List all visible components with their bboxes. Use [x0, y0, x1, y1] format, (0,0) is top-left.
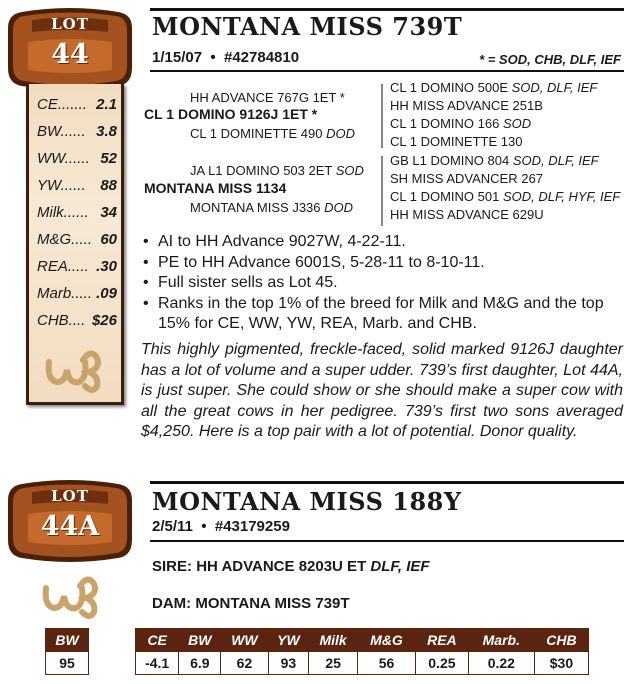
epd-value: 2.1: [96, 96, 117, 113]
epd-label: REA.....: [37, 258, 89, 275]
epd-label: M&G.....: [37, 231, 93, 248]
pedigree-bracket: [381, 84, 383, 148]
birth-date: 1/15/07: [152, 49, 203, 66]
epd-value: 0.25: [416, 652, 469, 675]
epd-header: WW: [221, 629, 268, 652]
epd-value-row: [136, 652, 589, 675]
lot-label: LOT: [51, 15, 89, 33]
great-grandparent: GB L1 DOMINO 804 SOD, DLF, IEF: [390, 153, 599, 168]
epd-label: CHB....: [37, 312, 86, 329]
birth-reg-line: [152, 49, 299, 66]
dam-dam: MONTANA MISS J336 DOD: [190, 200, 354, 215]
great-grandparent: CL 1 DOMINO 500E SOD, DLF, IEF: [390, 80, 598, 95]
epd-header: M&G: [357, 629, 415, 652]
epd-value: 52: [100, 150, 117, 167]
epd-label: Marb.....: [37, 285, 93, 302]
epd-header: REA: [416, 629, 469, 652]
great-grandparent: CL 1 DOMINO 501 SOD, DLF, HYF, IEF: [390, 189, 621, 204]
epd-value: $30: [534, 652, 588, 675]
dam-line: [152, 595, 350, 612]
birth-weight-table: [45, 628, 89, 675]
epd-value: 56: [357, 652, 415, 675]
bullet-item: • AI to HH Advance 9027W, 4-22-11.: [143, 232, 623, 253]
sire-dam: CL 1 DOMINETTE 490 DOD: [190, 126, 355, 141]
legend: * = SOD, CHB, DLF, IEF: [479, 52, 621, 67]
epd-header: Marb.: [468, 629, 534, 652]
registration-number: #42784810: [223, 49, 300, 66]
epd-header: CHB: [534, 629, 588, 652]
epd-label: YW......: [37, 177, 86, 194]
epd-value: 34: [100, 204, 117, 221]
epd-label: BW......: [37, 123, 86, 140]
bullet-item: • Full sister sells as Lot 45.: [143, 273, 623, 294]
sire-label: SIRE:: [152, 558, 193, 575]
epd-value: 0.22: [468, 652, 534, 675]
sire-sire: HH ADVANCE 767G 1ET *: [190, 90, 345, 105]
registration-number: #43179259: [214, 518, 290, 535]
bullet-item: • Ranks in the top 1% of the breed for Milk and M&G and the top 15% for CE, WW, YW, REA, Marb. and CHB.: [143, 294, 623, 335]
great-grandparent: CL 1 DOMINO 166 SOD: [390, 116, 532, 131]
subtitle-rule: [150, 70, 624, 72]
lot-number: 44: [51, 39, 89, 70]
lot-description: This highly pigmented, freckle-faced, solid marked 9126J daughter has a lot of volume and a super udder. 739’s first daughter, Lot 44A, is just super. She could show or she should make a super cow with all the great cows in her pedigree. 739’s first two sons averaged $4,250. Here is a top pair with a lot of potential. Donor quality.: [141, 341, 623, 440]
epd-value: 93: [268, 652, 309, 675]
epd-header: BW: [179, 629, 221, 652]
dam-name: MONTANA MISS 739T: [195, 595, 350, 612]
dam-sire: JA L1 DOMINO 503 2ET SOD: [190, 163, 364, 178]
bw-value: 95: [46, 652, 89, 675]
epd-header-row: [136, 629, 589, 652]
title-rule: [150, 481, 624, 484]
epd-value: 88: [100, 177, 117, 194]
pedigree-bracket: [381, 156, 383, 226]
epd-value: 25: [309, 652, 358, 675]
birth-date: 2/5/11: [152, 518, 193, 535]
bullet-list: [143, 232, 623, 335]
epd-header: YW: [268, 629, 309, 652]
epd-header: Milk: [309, 629, 358, 652]
lot-number: 44A: [40, 511, 100, 542]
epd-panel: [26, 84, 124, 405]
great-grandparent: HH MISS ADVANCE 629U: [390, 207, 544, 222]
bullet-item: • PE to HH Advance 6001S, 5-28-11 to 8-10-11.: [143, 253, 623, 274]
epd-value: 6.9: [179, 652, 221, 675]
lot-badge: [4, 478, 136, 564]
epd-header: CE: [136, 629, 179, 652]
subtitle-rule: [150, 540, 624, 542]
epd-value: 60: [100, 231, 117, 248]
separator: •: [206, 49, 220, 66]
great-grandparent: CL 1 DOMINETTE 130: [390, 134, 523, 149]
epd-table: [135, 628, 589, 675]
dam-label: DAM:: [152, 595, 192, 612]
dam: MONTANA MISS 1134: [144, 180, 287, 196]
sire-name: HH ADVANCE 8203U ET: [196, 558, 367, 575]
epd-value: 62: [221, 652, 268, 675]
epd-value: .30: [96, 258, 117, 275]
epd-value: -4.1: [136, 652, 179, 675]
birth-reg-line: [152, 518, 290, 535]
lot-label: LOT: [51, 487, 89, 505]
separator: •: [197, 518, 211, 535]
epd-value: 3.8: [96, 123, 117, 140]
sire-tag: DLF, IEF: [370, 558, 430, 575]
brand-icon: [40, 572, 104, 620]
epd-label: WW......: [37, 150, 90, 167]
sire-line: [152, 558, 430, 575]
epd-label: Milk......: [37, 204, 89, 221]
sire: CL 1 DOMINO 9126J 1ET *: [144, 106, 318, 122]
lot-badge: [4, 6, 136, 92]
great-grandparent: SH MISS ADVANCER 267: [390, 171, 543, 186]
epd-value: $26: [91, 312, 117, 329]
lot-title: MONTANA MISS 188Y: [152, 487, 462, 516]
epd-value: .09: [96, 285, 117, 302]
great-grandparent: HH MISS ADVANCE 251B: [390, 98, 543, 113]
lot-title: MONTANA MISS 739T: [152, 12, 463, 41]
title-rule: [150, 8, 624, 11]
epd-label: CE.......: [37, 96, 88, 113]
brand-icon: [43, 346, 107, 394]
bw-header: BW: [46, 629, 89, 652]
